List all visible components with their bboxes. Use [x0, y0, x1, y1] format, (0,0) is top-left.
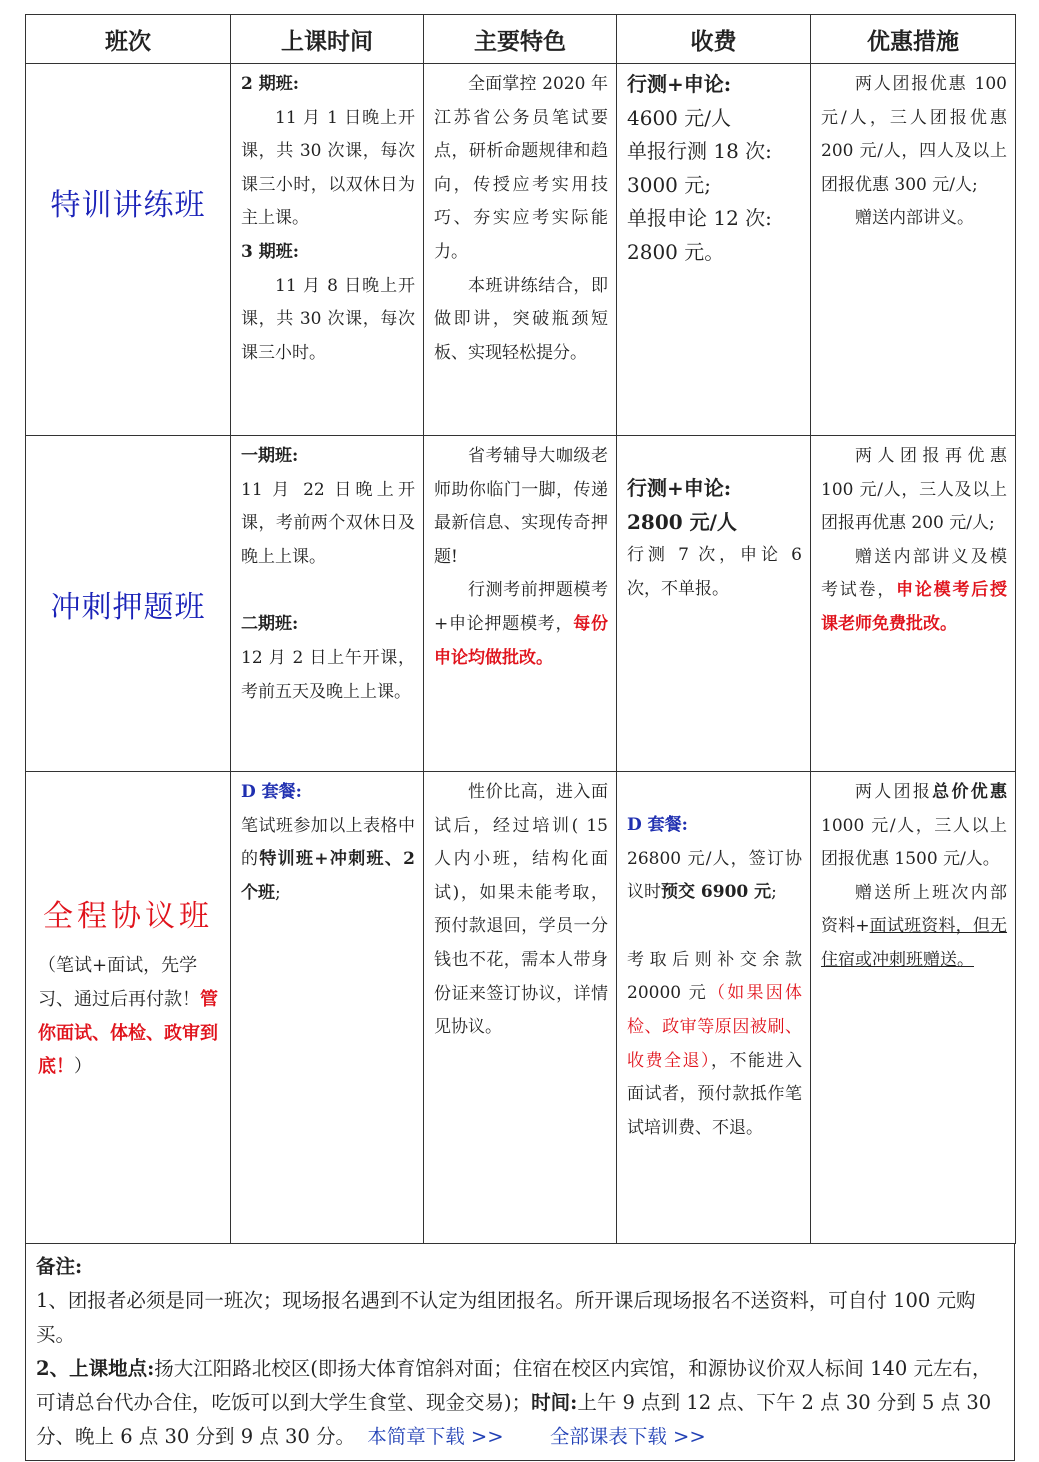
schedule-period-body: 11 月 22 日晚上开课，考前两个双休日及晚上上课。 [241, 479, 415, 567]
fee-line: 行测+申论: [627, 476, 732, 500]
fee-line: 4600 元/人 [627, 105, 731, 130]
schedule-period-head: 一期班: [241, 446, 299, 466]
feature-highlight: 每份申论均做批改。 [434, 613, 608, 668]
class-subtitle-end: ） [74, 1056, 92, 1078]
fee-text-end: ; [771, 882, 777, 903]
header-discounts: 优惠措施 [811, 15, 1016, 64]
discount-text: 两人团报 [855, 782, 933, 802]
schedule-download-link[interactable]: 全部课表下载 >> [549, 1425, 706, 1448]
table-row [26, 64, 1016, 436]
features-cell [424, 436, 617, 772]
fee-line: 单报行测 18 次: [627, 139, 772, 164]
fees-cell [617, 772, 811, 1244]
class-name: 全程协议班 [43, 899, 213, 935]
feature-text: 本班讲练结合，即做即讲，突破瓶颈短板、实现轻松提分。 [434, 275, 608, 363]
package-head: D 套餐: [627, 815, 688, 835]
class-subtitle-highlight: 管你面试、体检、政审到底！ [38, 988, 218, 1078]
note-1: 1、团报者必须是同一班次；现场报名遇到不认定为组团报名。所开课后现场报名不送资料，可自付 100 元购买。 [36, 1289, 976, 1346]
discount-bold: 总价优惠 [932, 782, 1008, 802]
notes-section [25, 1244, 1015, 1461]
class-name-cell [26, 772, 231, 1244]
schedule-period-head: 3 期班: [241, 241, 300, 262]
header-features: 主要特色 [424, 15, 617, 64]
course-table [25, 14, 1016, 1244]
discount-cell [811, 436, 1016, 772]
fee-line: 行测+申论: [627, 72, 732, 96]
class-subtitle: （笔试+面试，先学习、通过后再付款！ [38, 955, 200, 1010]
schedule-text-end: ; [275, 882, 281, 903]
discount-highlight: 申论模考后授课老师免费批改。 [821, 580, 1008, 634]
fees-cell [617, 64, 811, 436]
fee-text: 考取后则补交余款 20000 元 [627, 949, 802, 1004]
schedule-cell [231, 436, 424, 772]
schedule-text: 笔试班参加以上表格中的 [241, 815, 415, 870]
discount-text-end: 1000 元/人，三人以上团报优惠 1500 元/人。 [821, 815, 1007, 870]
discount-text: 两人团报再优惠 100 元/人，三人及以上团报再优惠 200 元/人; [821, 446, 1007, 534]
feature-text: 全面掌控 2020 年江苏省公务员笔试要点，研析命题规律和趋向，传授应考实用技巧、夯实应考实际能力。 [434, 74, 608, 262]
feature-text: 行测考前押题模考+申论押题模考， [434, 580, 608, 634]
discount-text: 赠送所上班次内部资料+ [821, 882, 1007, 937]
fees-cell [617, 436, 811, 772]
class-name: 特训讲练班 [50, 187, 206, 223]
note-2-head: 2、上课地点: [36, 1357, 155, 1380]
table-row [26, 772, 1016, 1244]
note-2-body: 扬大江阳路北校区(即扬大体育馆斜对面；住宿在校区内宾馆，和源协议价双人标间 140 元左右，可请总台代办合住，吃饭可以到大学生食堂、现金交易)； [36, 1357, 992, 1414]
note-2-time-head: 时间: [531, 1391, 578, 1414]
header-class: 班次 [26, 15, 231, 64]
discount-cell [811, 772, 1016, 1244]
fee-line: 3000 元; [627, 172, 711, 197]
schedule-period-body: 11 月 8 日晚上开课，共 30 次课，每次课三小时。 [241, 275, 415, 363]
header-schedule: 上课时间 [231, 15, 424, 64]
fee-red-note: （如果因体检、政审等原因被刷、收费全退） [627, 983, 803, 1071]
fee-line: 行测 7 次，申论 6 次，不单报。 [627, 545, 802, 599]
note-2-time: 上午 9 点到 12 点、下午 2 点 30 分到 5 点 30 分、晚上 6 点 30 分到 9 点 30 分。 [36, 1391, 992, 1448]
brochure-download-link[interactable]: 本简章下载 >> [367, 1425, 504, 1448]
fee-text-end: ，不能进入面试者，预付款抵作笔试培训费、不退。 [627, 1050, 802, 1138]
feature-text: 省考辅导大咖级老师助你临门一脚，传递最新信息、实现传奇押题! [434, 446, 608, 567]
table-row [26, 436, 1016, 772]
fee-text: 26800 元/人，签订协议时 [627, 848, 802, 903]
fee-line: 2800 元/人 [627, 509, 737, 534]
notes-title: 备注: [36, 1255, 83, 1278]
schedule-period-head: 二期班: [241, 614, 299, 635]
schedule-period-head: 2 期班: [241, 74, 300, 94]
discount-cell [811, 64, 1016, 436]
class-name: 冲刺押题班 [50, 589, 206, 625]
schedule-cell [231, 772, 424, 1244]
schedule-cell [231, 64, 424, 436]
discount-text: 赠送内部讲义。 [855, 208, 974, 229]
features-cell [424, 64, 617, 436]
discount-underlined: 面试班资料，但无住宿或冲刺班赠送。 [821, 916, 1008, 970]
header-fees: 收费 [617, 15, 811, 64]
class-name-cell [26, 436, 231, 772]
schedule-period-body: 12 月 2 日上午开课，考前五天及晚上上课。 [241, 647, 415, 702]
table-header-row [26, 15, 1016, 64]
package-head: D 套餐: [241, 782, 302, 802]
fee-line: 2800 元。 [627, 239, 725, 264]
feature-text: 性价比高，进入面试后，经过培训( 15 人内小班，结构化面试)，如果未能考取，预付款退回，学员一分钱也不花，需本人带身份证来签订协议，详情见协议。 [434, 782, 608, 1038]
discount-text: 赠送内部讲义及模考试卷， [821, 546, 1007, 601]
fee-bold: 预交 6900 元 [661, 882, 772, 903]
course-document [25, 14, 1015, 1461]
discount-text: 两人团报优惠 100 元/人，三人团报优惠 200 元/人，四人及以上团报优惠 300 元/人; [821, 74, 1007, 195]
schedule-bold: 特训班+冲刺班、2 个班 [241, 849, 415, 903]
features-cell [424, 772, 617, 1244]
schedule-period-body: 11 月 1 日晚上开课，共 30 次课，每次课三小时，以双休日为主上课。 [241, 107, 415, 229]
class-name-cell [26, 64, 231, 436]
fee-line: 单报申论 12 次: [627, 206, 772, 231]
